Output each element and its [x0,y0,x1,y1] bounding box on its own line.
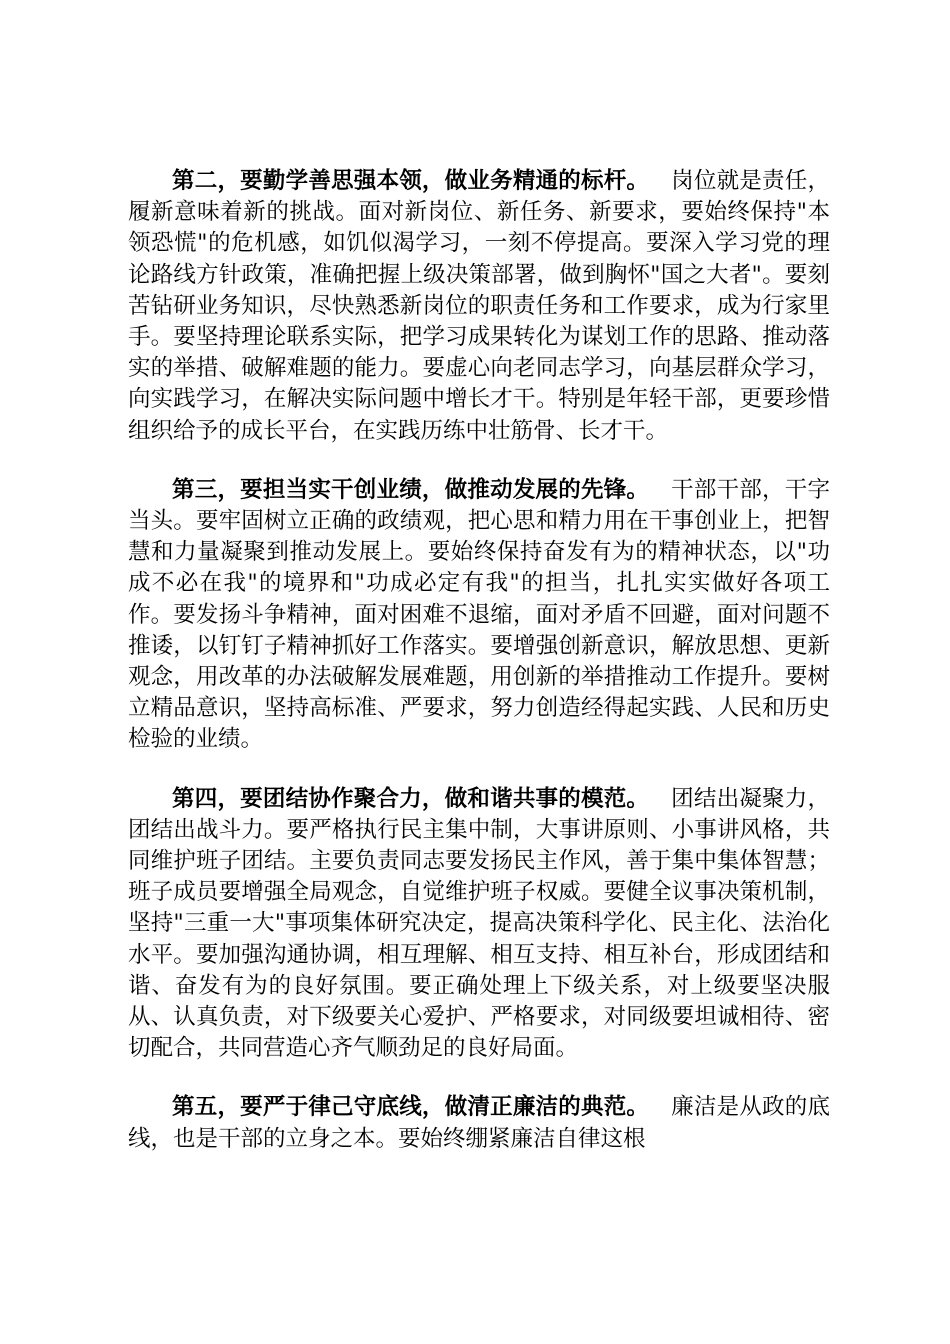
paragraph-heading: 第三，要担当实干创业绩，做推动发展的先锋。 [172,476,650,503]
paragraph-heading: 第五，要严于律己守底线，做清正廉洁的典范。 [172,1094,650,1121]
paragraph-study [128,166,830,447]
paragraph-text: 干部干部，干字当头。要牢固树立正确的政绩观，把心思和精力用在干事创业上，把智慧和力量凝聚到推动发展上。要始终保持奋发有为的精神状态，以"功成不必在我"的境界和"功成必定有我"的担当，扎扎实实做好各项工作。要发扬斗争精神，面对困难不退缩，面对矛盾不回避，面对问题不推诿，以钉钉子精神抓好工作落实。要增强创新意识，解放思想、更新观念，用改革的办法破解发展难题，用创新的举措推动工作提升。要树立精品意识，坚持高标准、严要求，努力创造经得起实践、人民和历史检验的业绩。 [128,476,830,753]
paragraph-integrity [128,1092,830,1154]
paragraph-heading: 第四，要团结协作聚合力，做和谐共事的模范。 [172,785,650,812]
paragraph-action [128,475,830,756]
paragraph-unity [128,784,830,1065]
paragraph-text: 廉洁是从政的底线，也是干部的立身之本。要始终绷紧廉洁自律这根 [128,1094,830,1152]
paragraph-heading: 第二，要勤学善思强本领，做业务精通的标杆。 [172,168,650,194]
paragraph-text: 岗位就是责任，履新意味着新的挑战。面对新岗位、新任务、新要求，要始终保持"本领恐慌"的危机感，如饥似渴学习，一刻不停提高。要深入学习党的理论路线方针政策，准确把握上级决策部署，做到胸怀"国之大者"。要刻苦钻研业务知识，尽快熟悉新岗位的职责任务和工作要求，成为行家里手。要坚持理论联系实际，把学习成果转化为谋划工作的思路、推动落实的举措、破解难题的能力。要虚心向老同志学习，向基层群众学习，向实践学习，在解决实际问题中增长才干。特别是年轻干部，更要珍惜组织给予的成长平台，在实践历练中壮筋骨、长才干。 [128,168,830,444]
paragraph-text: 团结出凝聚力，团结出战斗力。要严格执行民主集中制，大事讲原则、小事讲风格，共同维护班子团结。主要负责同志要发扬民主作风，善于集中集体智慧；班子成员要增强全局观念，自觉维护班子权威。要健全议事决策机制，坚持"三重一大"事项集体研究决定，提高决策科学化、民主化、法治化水平。要加强沟通协调，相互理解、相互支持、相互补台，形成团结和谐、奋发有为的良好氛围。要正确处理上下级关系，对上级要坚决服从、认真负责，对下级要关心爱护、严格要求，对同级要坦诚相待、密切配合，共同营造心齐气顺劲足的良好局面。 [128,785,830,1062]
document-body [128,166,830,1183]
